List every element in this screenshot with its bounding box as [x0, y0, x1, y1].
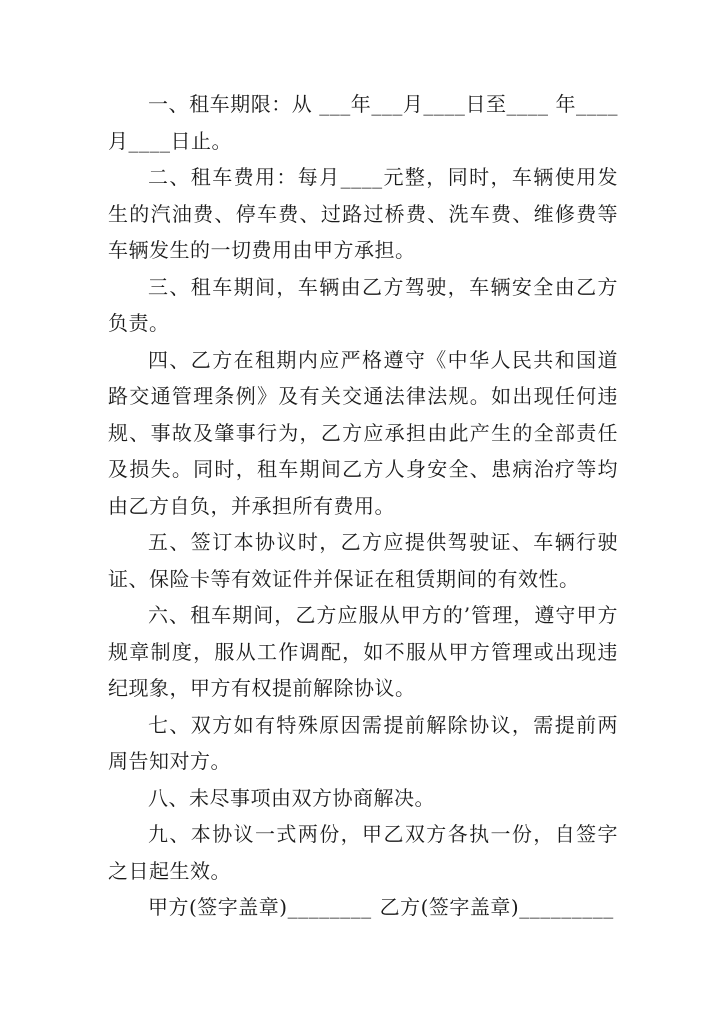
clause-traffic-laws: 四、乙方在租期内应严格遵守《中华人民共和国道路交通管理条例》及有关交通法律法规。如出现任何违规、事故及肇事行为，乙方应承担由此产生的全部责任及损失。同时，租车期间乙方人身安全、患病治疗等均由乙方自负，并承担所有费用。	[108, 347, 618, 518]
clause-management: 六、租车期间，乙方应服从甲方的’管理，遵守甲方规章制度，服从工作调配，如不服从甲方管理或出现违纪现象，甲方有权提前解除协议。	[108, 603, 618, 700]
party-a-signature: 甲方(签字盖章)________	[148, 895, 372, 919]
clause-rental-fee: 二、租车费用：每月____元整，同时，车辆使用发生的汽油费、停车费、过路过桥费、洗车费、维修费等车辆发生的一切费用由甲方承担。	[108, 165, 618, 262]
party-b-signature: 乙方(签字盖章)_________	[379, 895, 614, 919]
clause-rental-period: 一、租车期限：从 ___年___月____日至____ 年____月____日止。	[108, 92, 618, 153]
clause-driving-safety: 三、租车期间，车辆由乙方驾驶，车辆安全由乙方负责。	[108, 274, 618, 335]
clause-effectiveness: 九、本协议一式两份，甲乙双方各执一份，自签字之日起生效。	[108, 822, 618, 883]
contract-body	[108, 86, 618, 926]
clause-documents: 五、签订本协议时，乙方应提供驾驶证、车辆行驶证、保险卡等有效证件并保证在租赁期间的有效性。	[108, 530, 618, 591]
signature-line	[108, 889, 618, 926]
clause-negotiation: 八、未尽事项由双方协商解决。	[148, 785, 435, 810]
clause-termination: 七、双方如有特殊原因需提前解除协议，需提前两周告知对方。	[108, 712, 618, 773]
